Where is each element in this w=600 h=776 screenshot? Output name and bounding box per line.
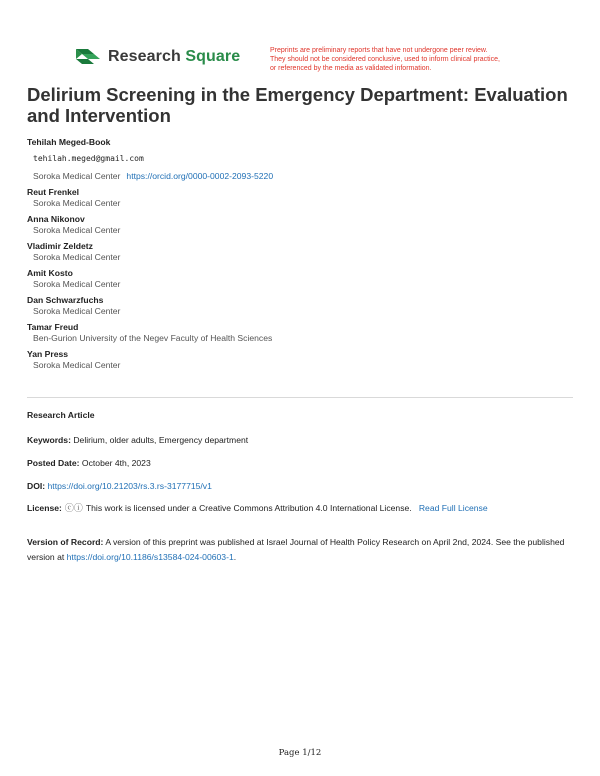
doi-row — [27, 481, 212, 492]
author-name[interactable]: Vladimir Zeldetz — [27, 241, 93, 251]
author-name[interactable]: Yan Press — [27, 349, 69, 359]
posted-date-label: Posted Date: — [27, 458, 80, 468]
vor-label: Version of Record: — [27, 537, 104, 547]
notice-line: They should not be considered conclusive, used to inform clinical practice, — [270, 56, 500, 63]
doi-label: DOI: — [27, 481, 46, 491]
author-list — [27, 137, 575, 376]
keywords-label: Keywords: — [27, 435, 71, 445]
preprint-notice — [270, 46, 540, 73]
notice-line: Preprints are preliminary reports that have not undergone peer review. — [270, 47, 488, 54]
logo-text-square: Square — [185, 48, 241, 65]
posted-date-value: October 4th, 2023 — [81, 458, 151, 468]
author-name[interactable]: Tehilah Meged-Book — [27, 137, 111, 147]
license-row — [27, 503, 488, 514]
author-name[interactable]: Anna Nikonov — [27, 214, 85, 224]
page-number: Page 1/12 — [278, 748, 322, 758]
orcid-link[interactable]: https://orcid.org/0000-0002-2093-5220 — [126, 171, 274, 181]
affiliation-text: Soroka Medical Center — [33, 171, 121, 181]
license-text: This work is licensed under a Creative Commons Attribution 4.0 International License. — [85, 503, 412, 513]
research-square-mark-icon — [74, 46, 102, 68]
author-affiliation: Soroka Medical Center — [33, 306, 121, 316]
creative-commons-icon: ⓒⓘ — [64, 503, 83, 513]
keywords-row — [27, 435, 248, 446]
vor-text: A version of this preprint was published at Israel Journal of Health Policy Research on April 2nd, 2024. See the published version at — [27, 537, 565, 562]
license-label: License: — [27, 503, 62, 513]
article-type — [27, 410, 95, 421]
vor-suffix: . — [233, 552, 237, 562]
posted-date-row — [27, 458, 151, 469]
notice-line: or referenced by the media as validated information. — [270, 65, 432, 72]
research-square-logo[interactable] — [74, 46, 240, 68]
keywords-value: Delirium, older adults, Emergency department — [73, 435, 249, 445]
section-divider — [27, 397, 573, 398]
logo-text — [108, 48, 240, 66]
author-affiliation: Soroka Medical Center — [33, 225, 121, 235]
author-name[interactable]: Reut Frenkel — [27, 187, 80, 197]
author-affiliation: Soroka Medical Center — [33, 252, 121, 262]
article-type-text: Research Article — [27, 410, 95, 420]
paper-title: Delirium Screening in the Emergency Department: Evaluation and Intervention — [27, 84, 568, 126]
version-of-record — [27, 535, 573, 565]
author-affiliation: Soroka Medical Center — [33, 279, 121, 289]
author-email[interactable]: tehilah.meged@gmail.com — [33, 154, 144, 163]
logo-text-research: Research — [108, 48, 181, 65]
author-affiliation: Soroka Medical Center — [33, 360, 121, 370]
vor-link[interactable]: https://doi.org/10.1186/s13584-024-00603-1 — [66, 552, 234, 562]
author-affiliation: Ben-Gurion University of the Negev Faculty of Health Sciences — [33, 333, 273, 343]
author-name[interactable]: Dan Schwarzfuchs — [27, 295, 104, 305]
author-affiliation — [33, 171, 575, 182]
author-name[interactable]: Tamar Freud — [27, 322, 79, 332]
author-affiliation: Soroka Medical Center — [33, 198, 121, 208]
doi-link[interactable]: https://doi.org/10.21203/rs.3.rs-3177715/v1 — [47, 481, 212, 491]
read-full-license-link[interactable]: Read Full License — [418, 503, 488, 513]
author-name[interactable]: Amit Kosto — [27, 268, 73, 278]
